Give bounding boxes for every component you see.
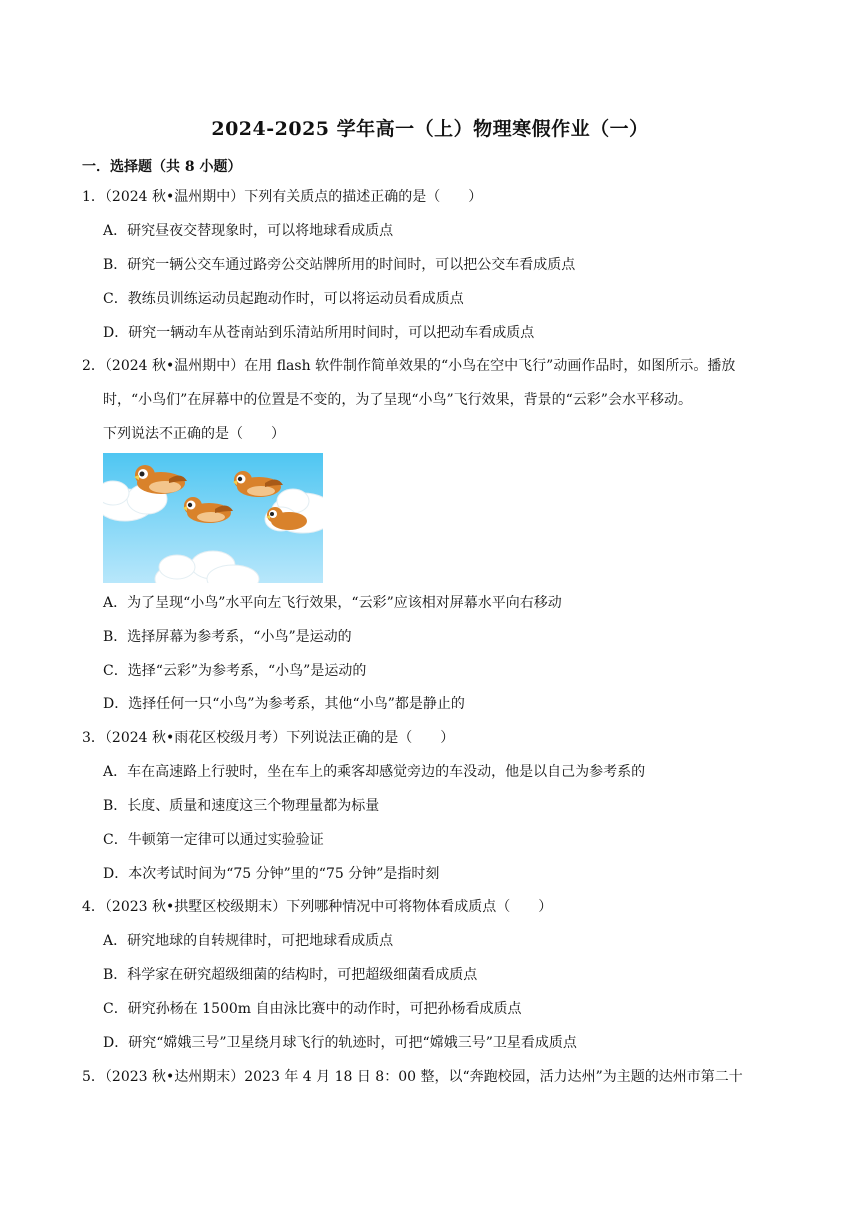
bird-1 (134, 465, 187, 494)
birds-clouds-image (103, 453, 323, 583)
question-4-stem: 4．（2023 秋•拱墅区校级期末）下列哪种情况中可将物体看成质点（ ） (82, 899, 553, 915)
question-4-option-a: A．研究地球的自转规律时，可把地球看成质点 (103, 933, 394, 949)
question-1-option-d: D．研究一辆动车从苍南站到乐清站所用时间时，可以把动车看成质点 (103, 325, 535, 341)
question-1-option-a: A．研究昼夜交替现象时，可以将地球看成质点 (103, 223, 394, 239)
bird-2 (233, 471, 283, 497)
question-4-option-d: D．研究“嫦娥三号”卫星绕月球飞行的轨迹时，可把“嫦娥三号”卫星看成质点 (103, 1035, 577, 1051)
question-1-option-b: B．研究一辆公交车通过路旁公交站牌所用的时间时，可以把公交车看成质点 (103, 257, 576, 273)
page-title: 2024-2025 学年高一（上）物理寒假作业（一） (211, 118, 649, 140)
question-2-stem-line-2: 时，“小鸟们”在屏幕中的位置是不变的，为了呈现“小鸟”飞行效果，背景的“云彩”会水平移动。 (103, 392, 692, 408)
bird-3 (183, 497, 233, 523)
question-3-option-a: A．车在高速路上行驶时，坐在车上的乘客却感觉旁边的车没动，他是以自己为参考系的 (103, 764, 646, 780)
question-3-stem: 3．（2024 秋•雨花区校级月考）下列说法正确的是（ ） (82, 730, 455, 746)
question-2-option-c: C．选择“云彩”为参考系，“小鸟”是运动的 (103, 663, 367, 679)
question-2-stem-line-3: 下列说法不正确的是（ ） (103, 426, 285, 442)
question-3-option-d: D．本次考试时间为“75 分钟”里的“75 分钟”是指时刻 (103, 866, 440, 882)
question-2-option-b: B．选择屏幕为参考系，“小鸟”是运动的 (103, 629, 352, 645)
question-4-option-b: B．科学家在研究超级细菌的结构时，可把超级细菌看成质点 (103, 967, 478, 983)
question-2-option-a: A．为了呈现“小鸟”水平向左飞行效果，“云彩”应该相对屏幕水平向右移动 (103, 595, 562, 611)
cloud-bottom (155, 551, 259, 583)
question-3-option-c: C．牛顿第一定律可以通过实验验证 (103, 832, 324, 848)
question-2-stem-line-1: 2．（2024 秋•温州期中）在用 flash 软件制作简单效果的“小鸟在空中飞行”动画作品时，如图所示。播放 (82, 358, 736, 374)
question-2-option-d: D．选择任何一只“小鸟”为参考系，其他“小鸟”都是静止的 (103, 696, 465, 712)
question-3-option-b: B．长度、质量和速度这三个物理量都为标量 (103, 798, 380, 814)
section-heading: 一．选择题（共 8 小题） (82, 159, 242, 175)
question-4-option-c: C．研究孙杨在 1500m 自由泳比赛中的动作时，可把孙杨看成质点 (103, 1001, 522, 1017)
question-1-stem: 1．（2024 秋•温州期中）下列有关质点的描述正确的是（ ） (82, 189, 483, 205)
question-1-option-c: C．教练员训练运动员起跑动作时，可以将运动员看成质点 (103, 291, 464, 307)
question-5-stem: 5．（2023 秋•达州期末）2023 年 4 月 18 日 8：00 整，以“奔跑校园，活力达州”为主题的达州市第二十 (82, 1069, 743, 1085)
